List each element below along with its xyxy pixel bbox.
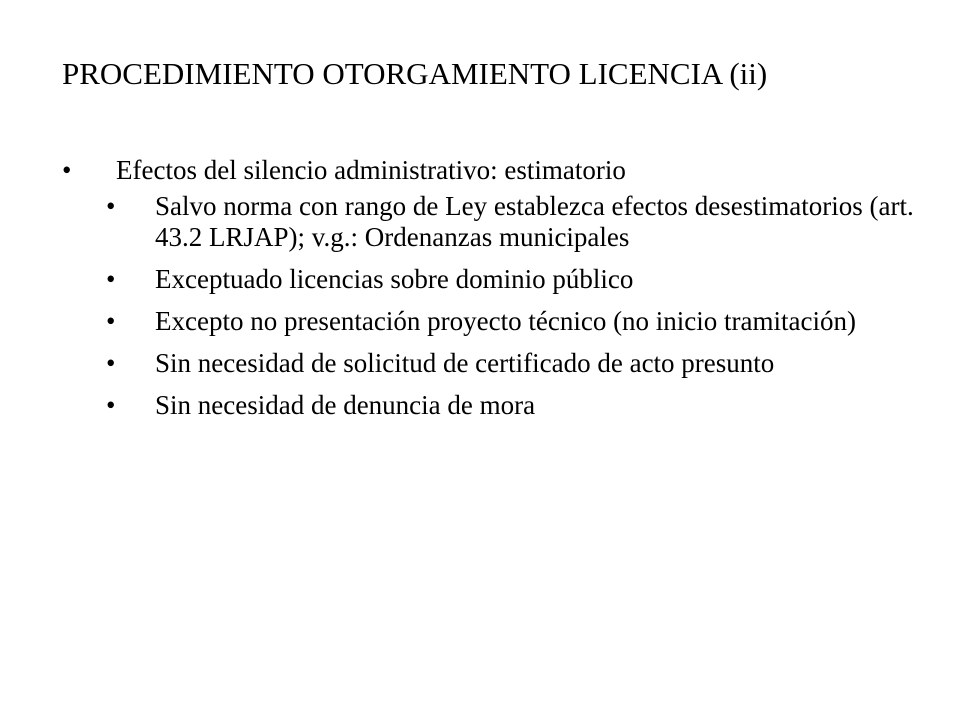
sub-bullet-text: Sin necesidad de solicitud de certificado de acto presunto bbox=[155, 348, 775, 378]
slide-title: PROCEDIMIENTO OTORGAMIENTO LICENCIA (ii) bbox=[62, 56, 768, 91]
bullet-icon: • bbox=[62, 155, 72, 185]
sub-bullet-text: Exceptuado licencias sobre dominio público bbox=[155, 264, 634, 294]
sub-bullet-text: Salvo norma con rango de Ley establezca efectos desestimatorios (art. 43.2 LRJAP); v.g.: Ordenanzas municipales bbox=[155, 191, 914, 252]
sub-bullet-item bbox=[100, 390, 920, 421]
bullet-icon: • bbox=[106, 390, 116, 420]
sub-bullet-list bbox=[100, 191, 920, 432]
sub-bullet-text: Excepto no presentación proyecto técnico (no inicio tramitación) bbox=[155, 306, 856, 336]
bullet-icon: • bbox=[106, 306, 116, 336]
sub-bullet-item bbox=[100, 306, 920, 337]
sub-bullet-item bbox=[100, 264, 920, 295]
bullet-icon: • bbox=[106, 348, 116, 378]
sub-bullet-item bbox=[100, 191, 920, 253]
bullet-icon: • bbox=[106, 264, 116, 294]
main-bullet-text: Efectos del silencio administrativo: estimatorio bbox=[116, 155, 626, 185]
bullet-icon: • bbox=[106, 191, 116, 221]
sub-bullet-text: Sin necesidad de denuncia de mora bbox=[155, 390, 536, 420]
sub-bullet-item bbox=[100, 348, 920, 379]
